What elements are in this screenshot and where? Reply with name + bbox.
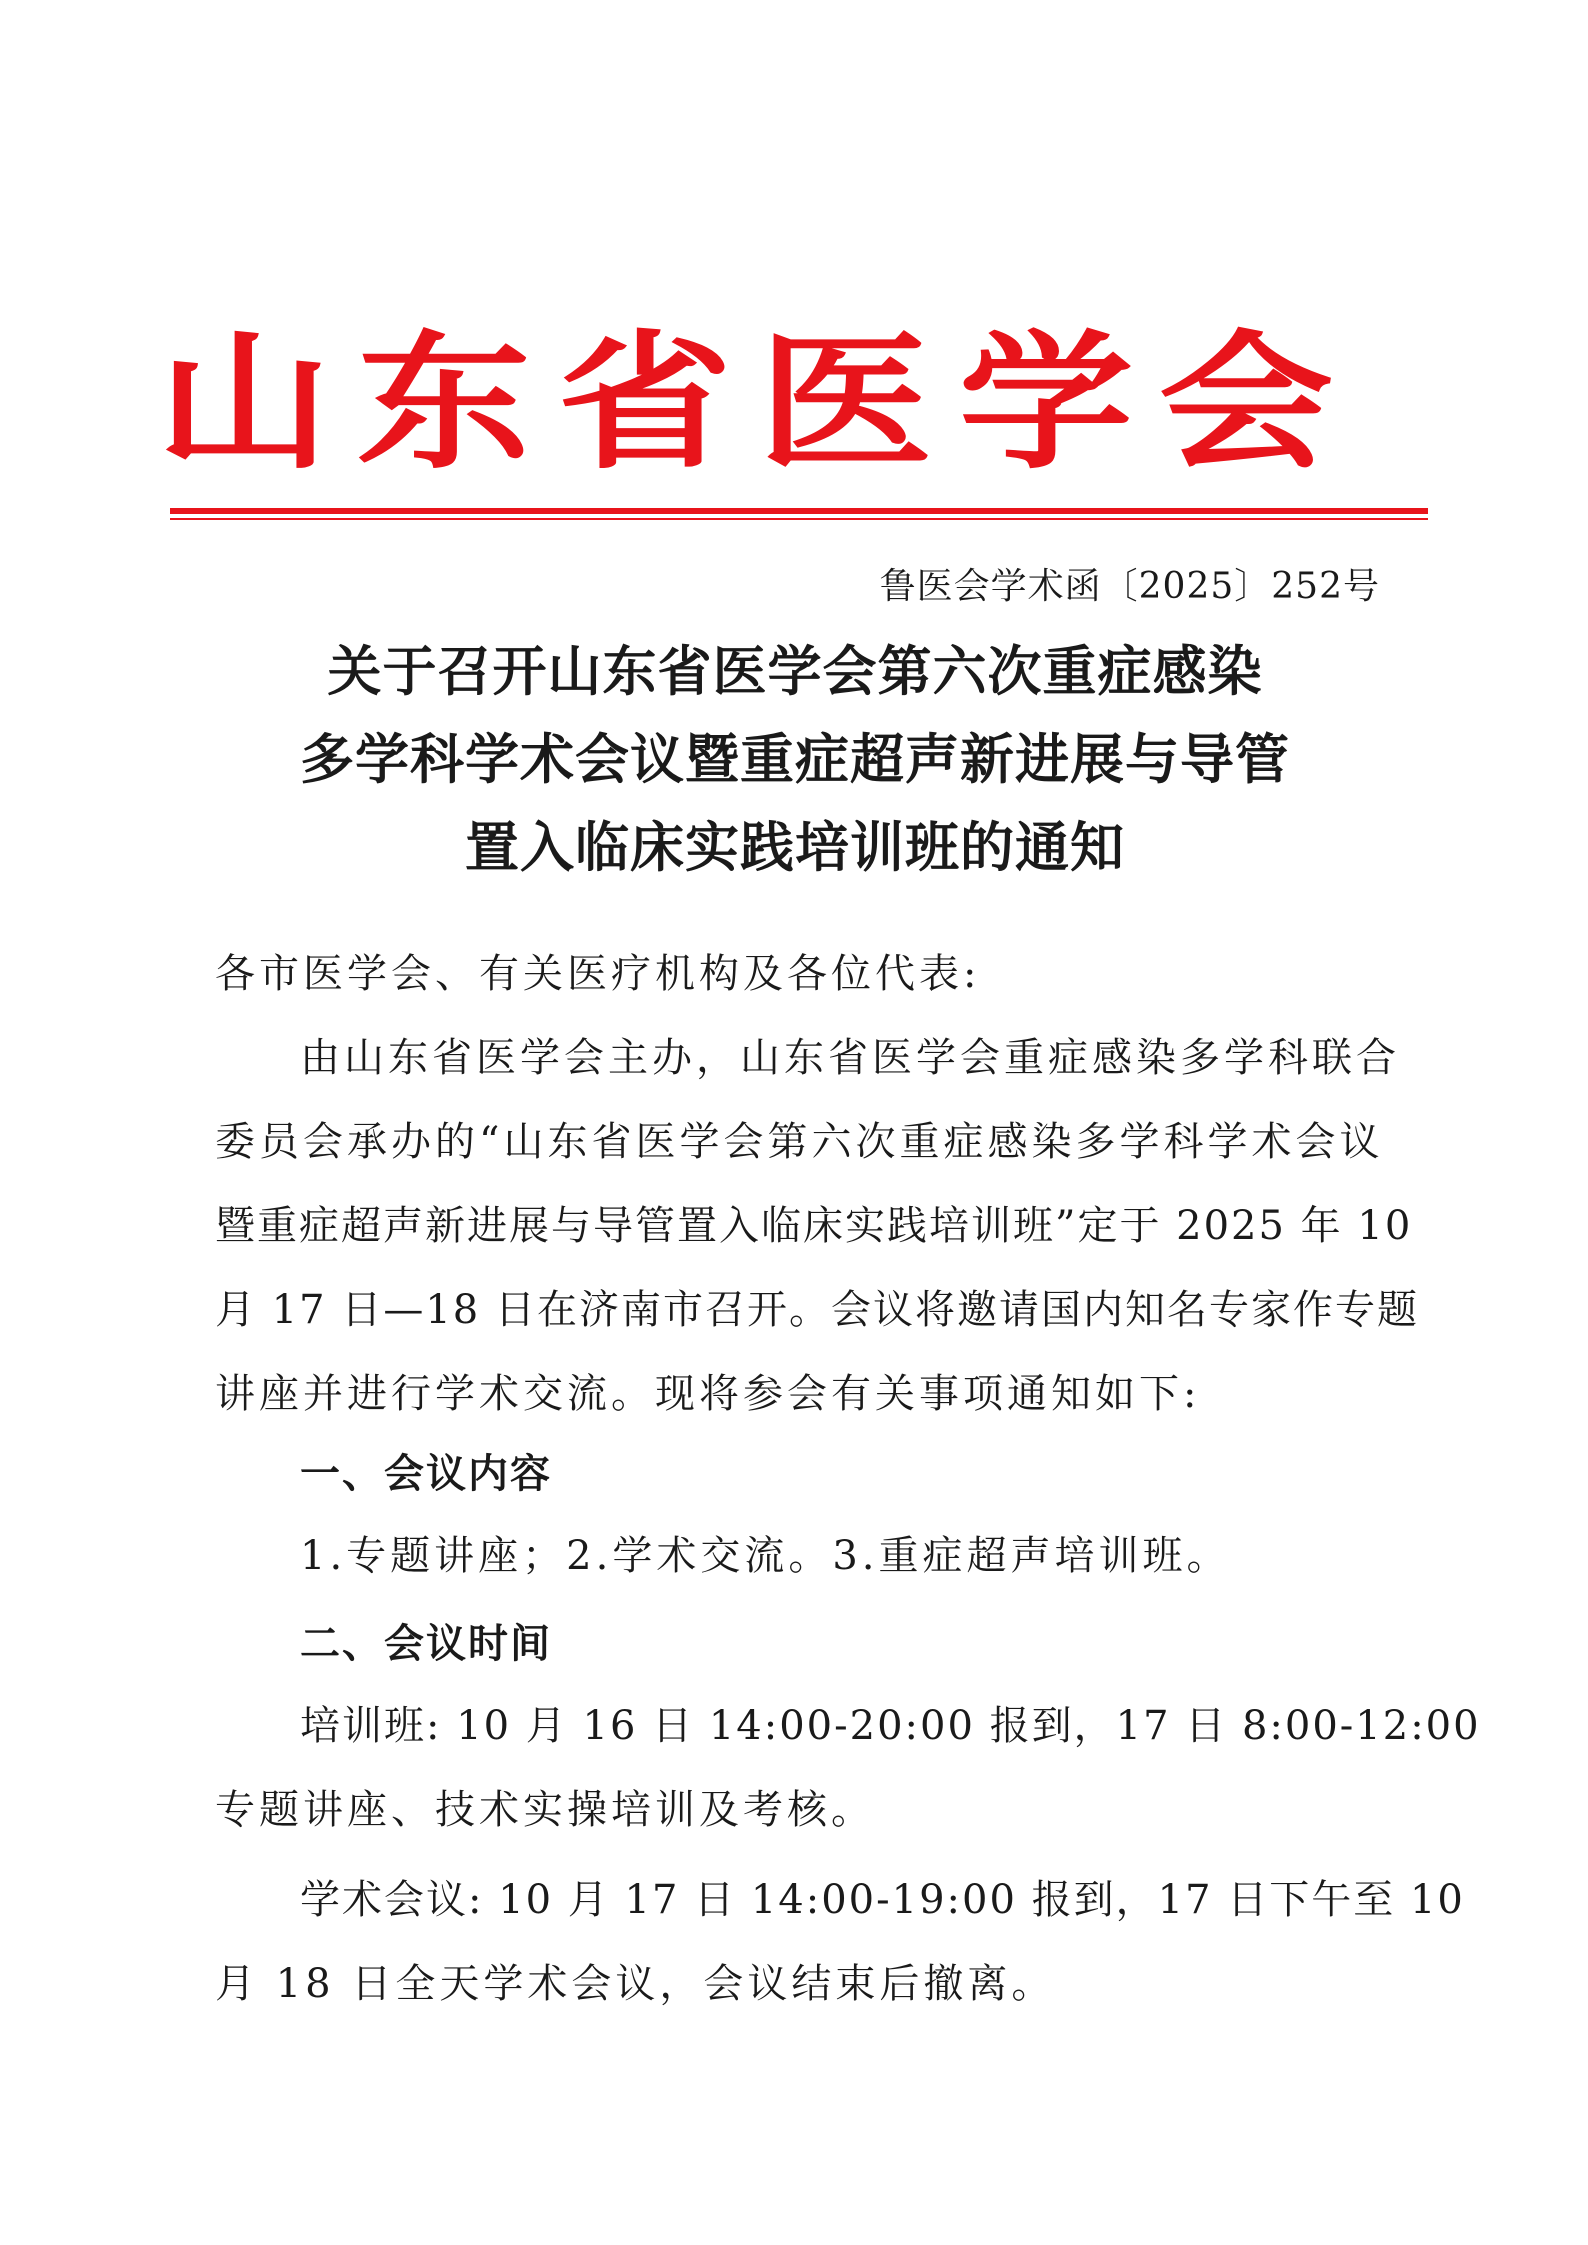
intro-paragraph-line: 讲座并进行学术交流。现将参会有关事项通知如下: [215,1371,1201,1417]
masthead-char: 学 [958,315,1133,489]
schedule-line: 培训班: 10 月 16 日 14:00-20:00 报到，17 日 8:00-12:00 [300,1703,1481,1749]
intro-paragraph-line: 委员会承办的“山东省医学会第六次重症感染多学科学术会议 [215,1119,1384,1165]
intro-paragraph-line: 由山东省医学会主办，山东省医学会重症感染多学科联合 [300,1035,1400,1081]
masthead-divider-thin [170,518,1428,520]
schedule-line: 专题讲座、技术实操培训及考核。 [215,1787,875,1833]
schedule-line: 学术会议: 10 月 17 日 14:00-19:00 报到，17 日下午至 10 [300,1877,1465,1923]
intro-paragraph-line: 暨重症超声新进展与导管置入临床实践培训班”定于 2025 年 10 [215,1203,1413,1249]
masthead-char: 东 [357,315,532,489]
document-title-line: 多学科学术会议暨重症超声新进展与导管 [300,728,1290,791]
letterhead-masthead [156,315,1334,489]
section-heading: 二、会议时间 [300,1621,552,1667]
document-title-line: 置入临床实践培训班的通知 [465,816,1125,879]
document-title-line: 关于召开山东省医学会第六次重症感染 [327,640,1263,703]
intro-paragraph-line: 月 17 日—18 日在济南市召开。会议将邀请国内知名专家作专题 [215,1287,1419,1333]
masthead-char: 医 [757,315,933,489]
section-heading: 一、会议内容 [300,1451,552,1497]
salutation: 各市医学会、有关医疗机构及各位代表: [215,951,981,997]
masthead-divider-thick [170,508,1428,514]
section-content: 1.专题讲座；2.学术交流。3.重症超声培训班。 [300,1533,1231,1579]
document-number: 鲁医会学术函〔2025〕252号 [879,566,1380,607]
schedule-line: 月 18 日全天学术会议，会议结束后撤离。 [215,1961,1056,2007]
masthead-char: 会 [1158,315,1334,489]
masthead-char: 省 [557,315,733,489]
masthead-char: 山 [156,315,332,489]
